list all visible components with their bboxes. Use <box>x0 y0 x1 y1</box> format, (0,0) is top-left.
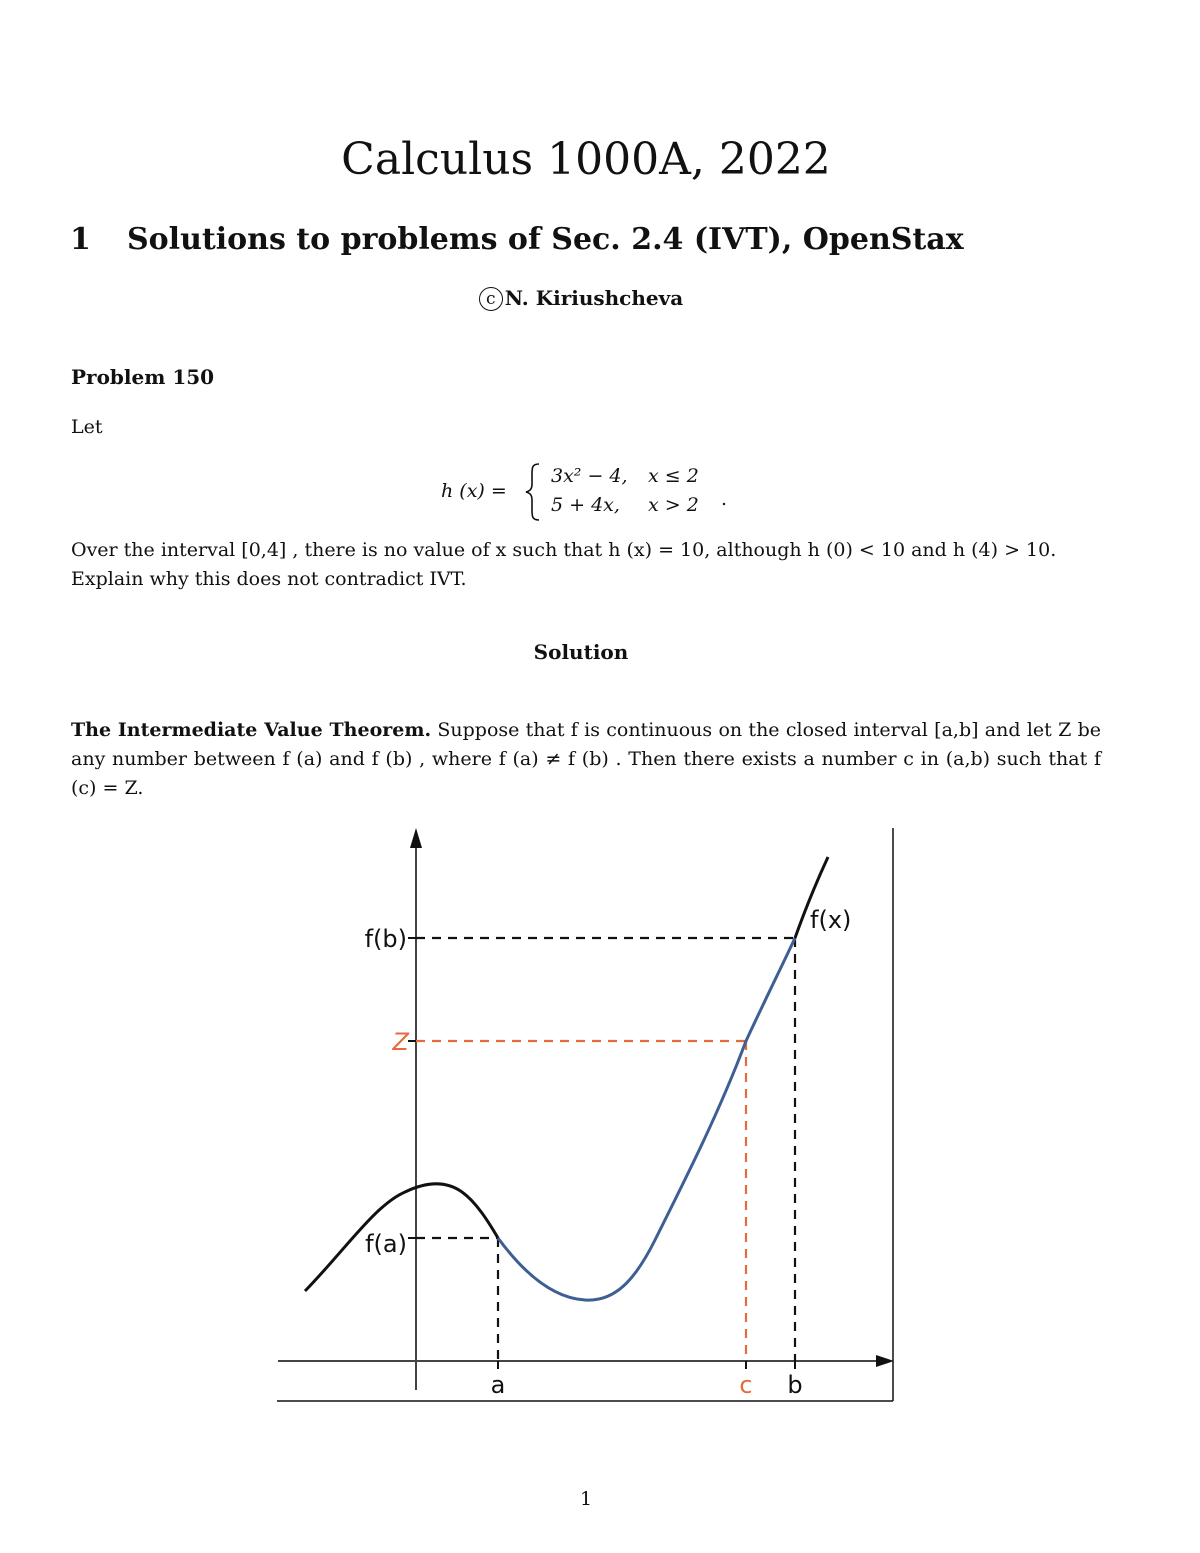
case1-expression: 3x² − 4, <box>551 465 628 487</box>
let-text: Let <box>71 416 103 438</box>
problem-heading: Problem 150 <box>71 365 215 389</box>
section-number: 1 <box>70 222 91 257</box>
fa-label: f(a) <box>365 1230 407 1258</box>
problem-statement-line-2: Explain why this does not contradict IVT. <box>71 568 467 590</box>
document-title: Calculus 1000A, 2022 <box>341 134 831 185</box>
case1-condition: x ≤ 2 <box>648 465 699 487</box>
section-heading <box>70 222 964 257</box>
a-label: a <box>490 1371 506 1399</box>
theorem-text: Suppose that f is continuous on the closed interval [a,b] and let Z be any number between f (a) and f (b) , where f (a) ≠ f (b) . Then there exists a number c in (a,b) such that f (c) = Z. <box>71 719 1101 799</box>
left-brace-icon <box>523 462 543 522</box>
curve-highlighted-segment <box>498 938 795 1300</box>
b-label: b <box>787 1371 803 1399</box>
section-title: Solutions to problems of Sec. 2.4 (IVT), OpenStax <box>127 222 964 257</box>
ivt-figure <box>270 820 900 1410</box>
x-axis-arrow-icon <box>876 1355 894 1367</box>
theorem-paragraph <box>71 716 1101 803</box>
author-line <box>0 286 1162 311</box>
fx-label: f(x) <box>810 906 852 934</box>
author-name: N. Kiriushcheva <box>504 286 684 310</box>
equation-period: . <box>721 488 728 510</box>
page-number: 1 <box>579 1488 593 1510</box>
problem-statement-line-1: Over the interval [0,4] , there is no value of x such that h (x) = 10, although h (0) < 10 and h (4) > 10. <box>71 539 1057 561</box>
problem-statement <box>71 536 1111 594</box>
theorem-label: The Intermediate Value Theorem. <box>71 719 432 741</box>
y-axis-arrow-icon <box>410 828 422 848</box>
z-label: Z <box>392 1028 409 1056</box>
copyright-icon: c <box>479 287 503 311</box>
case2-condition: x > 2 <box>648 494 699 516</box>
fb-label: f(b) <box>364 925 407 953</box>
solution-heading: Solution <box>533 640 629 664</box>
equation-lhs: h (x) = <box>441 480 507 502</box>
case2-expression: 5 + 4x, <box>551 494 620 516</box>
c-label: c <box>739 1371 753 1399</box>
